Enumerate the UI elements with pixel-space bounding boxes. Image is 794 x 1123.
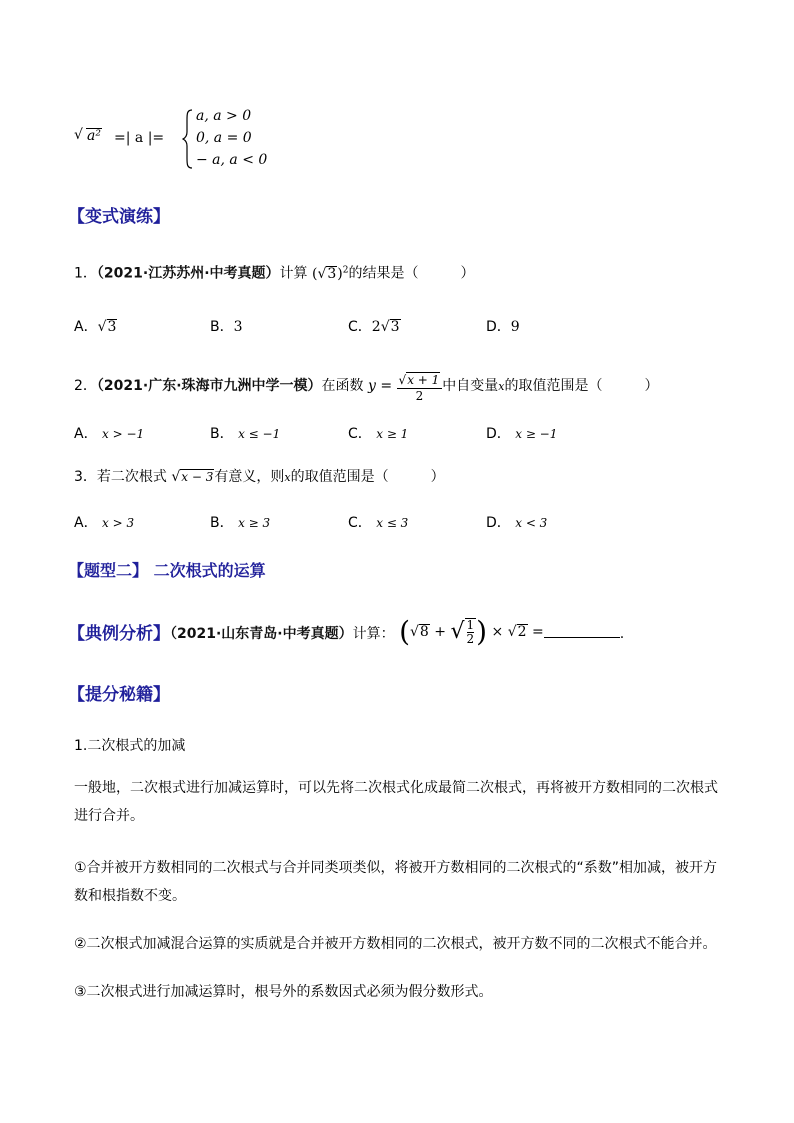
- section-title-tips: 【提分秘籍】: [68, 685, 170, 705]
- q1-text-b: 的结果是（ ）: [348, 265, 475, 282]
- tips-paragraph-1: 一般地，二次根式进行加减运算时，可以先将二次根式化成最简二次根式，再将被开方数相同的二次根式进行合并。: [74, 780, 718, 824]
- q2-number: 2．: [74, 378, 97, 394]
- q1-option-a[interactable]: A．√3: [74, 319, 117, 335]
- q2-fraction: $\frac{√x + 1}{2}$: [397, 372, 443, 404]
- q2-text-a: 在函数: [321, 378, 364, 394]
- q3-var: x: [284, 471, 291, 484]
- q2-var: x: [498, 380, 505, 393]
- q3-text-a: 若二次根式: [96, 469, 167, 485]
- q2-source: （2021·广东·珠海市九洲中学一模）: [96, 378, 322, 394]
- q3-option-d[interactable]: D． x < 3: [486, 515, 548, 531]
- formula-radicand: a²: [87, 128, 101, 144]
- question-1: [74, 260, 475, 284]
- q2-option-a[interactable]: A． x > −1: [74, 426, 145, 442]
- q3-radical: √x − 3: [171, 469, 214, 485]
- q2-option-b[interactable]: B． x ≤ −1: [210, 426, 281, 442]
- type-two-title: 【题型二】 二次根式的运算: [68, 561, 266, 580]
- q1-option-d[interactable]: D．9: [486, 319, 520, 335]
- q3-text-b: 有意义，则: [214, 469, 285, 485]
- example-label: 【典例分析】: [68, 624, 170, 644]
- tips-paragraph-4: ③二次根式进行加减运算时，根号外的系数因式必须为假分数形式。: [74, 984, 493, 1000]
- q1-option-b[interactable]: B．3: [210, 319, 243, 335]
- tips-paragraph-3: ②二次根式加减混合运算的实质就是合并被开方数相同的二次根式，被开方数不同的二次根式不能合并。: [74, 936, 717, 952]
- tips-heading: 1.二次根式的加减: [74, 738, 186, 754]
- section-title-variant-practice: 【变式演练】: [68, 207, 170, 227]
- q1-number: 1．: [74, 265, 97, 282]
- q2-func-lhs: y =: [367, 378, 393, 394]
- case-3: − a, a < 0: [196, 152, 268, 168]
- q3-options: [74, 512, 634, 532]
- q2-text-c: 的取值范围是（ ）: [504, 378, 659, 394]
- question-2: [74, 370, 714, 406]
- q1-text-a: 计算: [279, 265, 308, 282]
- question-3: [74, 467, 445, 488]
- left-brace: [182, 108, 194, 170]
- q2-option-d[interactable]: D． x ≥ −1: [486, 426, 558, 442]
- q1-option-c[interactable]: C．2√3: [348, 319, 400, 335]
- q3-text-c: 的取值范围是（ ）: [290, 469, 445, 485]
- q2-option-c[interactable]: C． x ≥ 1: [348, 426, 409, 442]
- q3-number: 3．: [74, 469, 97, 485]
- abs-value-formula: [74, 108, 268, 172]
- q2-options: [74, 423, 634, 443]
- example-expression: (√8 + √ $\frac{1}{2}$ ) × √2 =: [399, 615, 544, 648]
- q3-option-b[interactable]: B． x ≥ 3: [210, 515, 271, 531]
- tips-paragraph-2: ①合并被开方数相同的二次根式与合并同类项类似，将被开方数相同的二次根式的“系数”相加减，被开方数和根指数不变。: [74, 860, 718, 904]
- example-source: （2021·山东青岛·中考真题）: [170, 626, 353, 642]
- q1-source: （2021·江苏苏州·中考真题）: [96, 265, 280, 282]
- q3-option-a[interactable]: A． x > 3: [74, 515, 135, 531]
- answer-blank[interactable]: [544, 625, 620, 638]
- case-1: a, a > 0: [196, 108, 252, 124]
- sqrt-symbol: √: [74, 127, 83, 143]
- example-end-period: .: [619, 626, 625, 642]
- case-2: 0, a = 0: [196, 130, 252, 146]
- example-analysis: [68, 615, 708, 660]
- formula-abs-eq: =| a |=: [114, 130, 165, 146]
- q3-option-c[interactable]: C． x ≤ 3: [348, 515, 409, 531]
- example-text: 计算：: [352, 626, 395, 642]
- q2-text-b: 中自变量: [442, 378, 499, 394]
- q1-expression: $(√3)^2$: [311, 265, 349, 282]
- q1-options: [74, 316, 634, 336]
